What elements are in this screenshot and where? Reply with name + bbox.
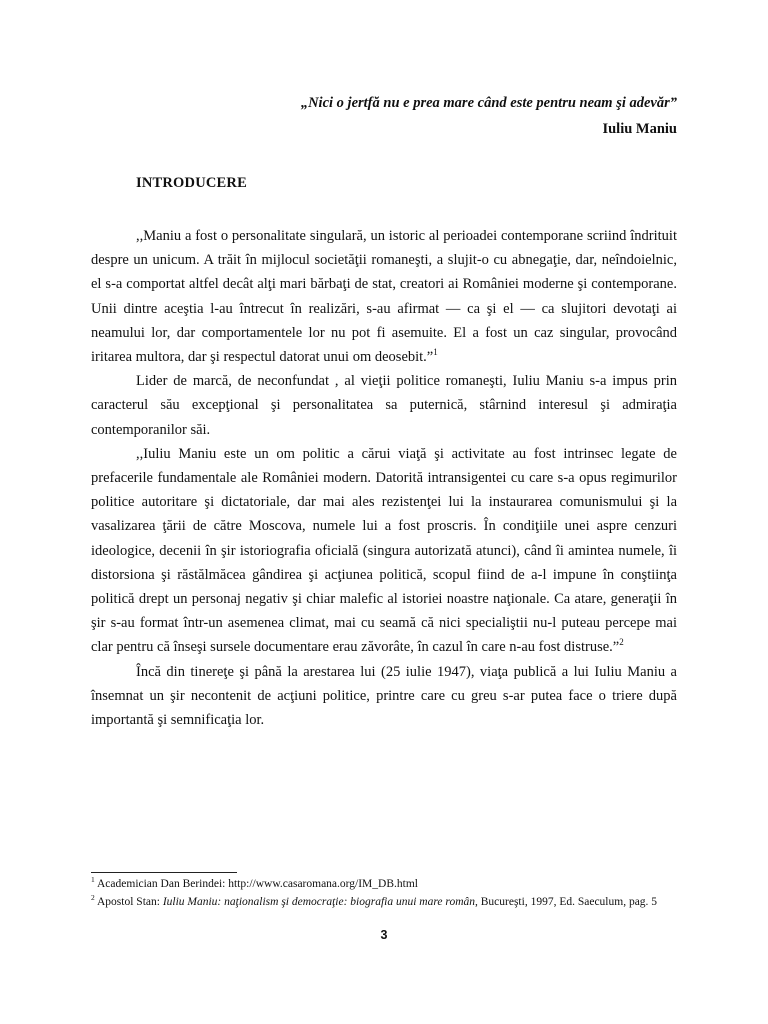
page-number: 3: [380, 928, 388, 942]
paragraph: [91, 442, 677, 660]
footnote-text: Apostol Stan:: [97, 895, 163, 908]
paragraph: [91, 660, 677, 733]
footnote-text: , Bucureşti, 1997, Ed. Saeculum, pag. 5: [475, 895, 658, 908]
footnote: [91, 892, 677, 911]
motto-quote: „Nici o jertfă nu e prea mare când este pentru neam şi adevăr”: [300, 95, 677, 111]
paragraph: [91, 369, 677, 442]
paragraph-text: Lider de marcă, de neconfundat , al vieţii politice romaneşti, Iuliu Maniu s-a impus prin caracterul său excepţional şi personalitatea sa puternică, stârnind interesul şi admiraţia contemporanilor săi.: [91, 373, 677, 438]
paragraph-text: ,,Iuliu Maniu este un om politic a cărui viaţă şi activitate au fost intrinsec legate de prefacerile fundamentale ale României modern. Datorită intransigentei cu care s-a opus regimurilor politice autoritare şi dictatoriale, dar mai ales rezistenţei lui la instaurarea comunismului şi la vasalizarea ţării de către Moscova, numele lui a fost proscris. În condiţiile unei aspre cenzuri ideologice, decenii în şir istoriografia oficială (singura autorizată atunci), când îi amintea numele, îi distorsiona şi răstălmăcea gândirea şi acţiunea politică, scopul fiind de a-l impune în conştiinţa politică drept un personaj negativ şi chiar malefic al istoriei noastre naţionale. Ca atare, generaţii în şir s-au format într-un asemenea climat, mai cu seamă că nici specialiştii nu-l puteau percepe mai clar pentru că înseşi sursele documentare erau zăvorâte, în cazul în care n-au fost distruse.”: [91, 445, 677, 656]
paragraph: [91, 224, 677, 369]
footnote-separator: [91, 872, 237, 873]
footnote-ref: 2: [619, 637, 624, 648]
paragraph-text: Încă din tinereţe şi până la arestarea lui (25 iulie 1947), viaţa publică a lui Iuliu Maniu a însemnat un şir necontenit de acţiuni politice, printre care cu greu s-ar putea face o triere după importantă şi semnificaţia lor.: [91, 663, 677, 729]
footnotes: [91, 877, 677, 912]
footnote-number: 2: [91, 892, 95, 902]
section-heading: INTRODUCERE: [136, 175, 247, 191]
footnote-text: Academician Dan Berindei: http://www.casaromana.org/IM_DB.html: [97, 878, 418, 890]
body-text: [91, 224, 677, 732]
paragraph-text: ,,Maniu a fost o personalitate singulară, un istoric al perioadei contemporane scriind îndrituit despre un unicum. A trăit în mijlocul societăţii romaneşti, a slujit-o cu abnegaţie, dar, neîndoielnic, el s-a comportat altfel decât alţi mari bărbaţi de stat, creatori ai României moderne şi contemporane. Unii dintre aceştia l-au întrecut în realizări, s-au afirmat — ca şi el — ca slujitori devotaţi ai neamului lor, dar comportamentele lor nu pot fi asemuite. El a fost un caz singular, provocând iritarea multora, dar şi respectul datorat unui om deosebit.”: [91, 228, 677, 366]
footnote-title: Iuliu Maniu: naţionalism şi democraţie: biografia unui mare român: [162, 895, 475, 908]
footnote-number: 1: [91, 875, 95, 885]
footnote: [91, 877, 677, 893]
footnote-ref: 1: [433, 347, 438, 358]
motto-author: Iuliu Maniu: [602, 121, 677, 137]
